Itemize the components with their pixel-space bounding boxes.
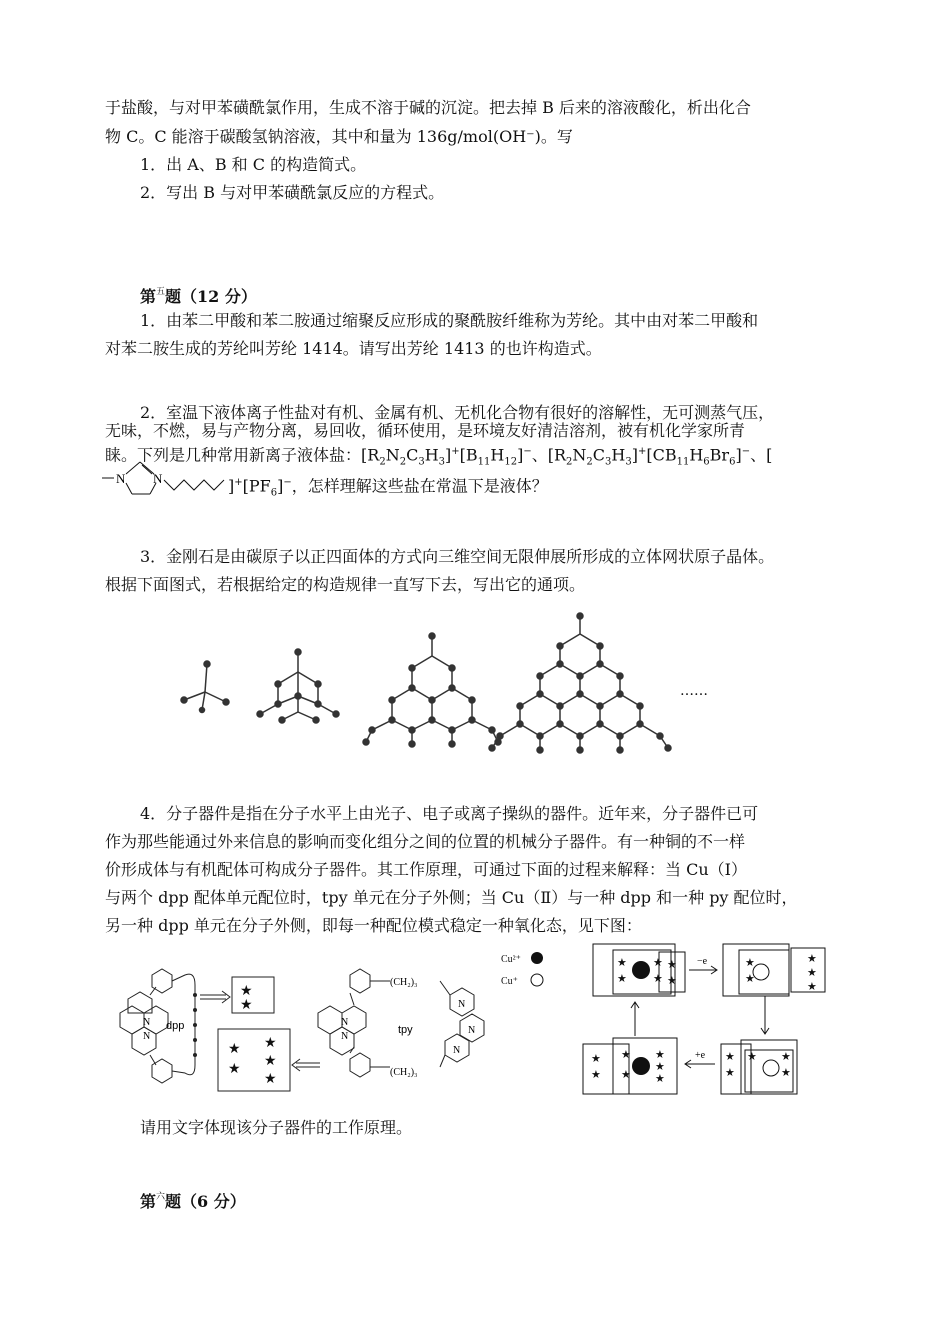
svg-text:★: ★ <box>655 1049 665 1061</box>
cu1-label: Cu⁺ <box>501 976 518 987</box>
text-line: 于盐酸，与对甲苯磺酰氯作用，生成不溶于碱的沉淀。把去掉 B 后来的溶液酸化，析出化合 <box>105 98 751 117</box>
diamond-stage-4 <box>489 613 671 753</box>
question-text: 作为那些能通过外来信息的影响而变化组分之间的位置的机械分子器件。有一种铜的不一样 <box>105 832 746 851</box>
question-item: 1．出 A、B 和 C 的构造简式。 <box>140 155 367 174</box>
svg-text:★: ★ <box>725 1051 735 1063</box>
diamond-stage-2 <box>257 649 339 723</box>
svg-text:★: ★ <box>621 1069 631 1081</box>
star-mark: ★ <box>240 984 253 999</box>
nitrogen-label: N <box>468 1025 476 1036</box>
star-mark: ★ <box>264 1036 277 1051</box>
question-text: 与两个 dpp 配体单元配位时，tpy 单元在分子外侧；当 Cu（Ⅱ）与一种 dpp 和一种 py 配位时， <box>105 888 798 907</box>
star-mark: ★ <box>264 1072 277 1087</box>
nitrogen-label: N <box>341 1031 349 1042</box>
tpy-label: tpy <box>398 1024 413 1036</box>
cu2-dot <box>531 952 543 964</box>
question-text: 2．室温下液体离子性盐对有机、金属有机、无机化合物有很好的溶解性，无可测蒸气压， <box>140 403 775 422</box>
star-mark: ★ <box>228 1062 241 1077</box>
svg-text:N: N <box>153 471 163 486</box>
star-mark: ★ <box>228 1042 241 1057</box>
question-text: 根据下面图式，若根据给定的构造规律一直写下去，写出它的通项。 <box>105 575 586 594</box>
ellipsis: …… <box>680 683 708 699</box>
svg-text:★: ★ <box>667 975 677 987</box>
svg-text:★: ★ <box>745 957 755 969</box>
svg-text:★: ★ <box>667 959 677 971</box>
plus-e-label: +e <box>695 1050 706 1061</box>
section-heading: 第$^六$题（6 分） <box>140 1192 246 1211</box>
svg-text:★: ★ <box>781 1051 791 1063</box>
ch2-label: (CH₂)₃ <box>390 977 418 988</box>
svg-text:★: ★ <box>655 1073 665 1085</box>
svg-text:★: ★ <box>653 973 663 985</box>
star-mark: ★ <box>240 998 253 1013</box>
diamond-structure-figure <box>170 612 730 762</box>
svg-text:★: ★ <box>591 1069 601 1081</box>
nitrogen-label: N <box>453 1045 461 1056</box>
question-text: 4．分子器件是指在分子水平上由光子、电子或离子操纵的器件。近年来，分子器件已可 <box>140 804 759 823</box>
nitrogen-label: N <box>341 1017 349 1028</box>
imidazolium-structure <box>100 458 230 498</box>
question-text: 另一种 dpp 单元在分子外侧，即每一种配位模式稳定一种氧化态，见下图： <box>105 916 642 935</box>
svg-text:★: ★ <box>653 957 663 969</box>
svg-text:★: ★ <box>807 981 817 993</box>
question-text: 请用文字体现该分子器件的工作原理。 <box>140 1118 413 1137</box>
nitrogen-label: N <box>143 1031 151 1042</box>
svg-text:★: ★ <box>781 1067 791 1079</box>
question-text: 对苯二胺生成的芳纶叫芳纶 1414。请写出芳纶 1413 的也许构造式。 <box>105 339 602 358</box>
svg-text:N: N <box>116 471 126 486</box>
text-line: 物 C。C 能溶于碳酸氢钠溶液，其中和量为 136g/mol(OH⁻)。写 <box>105 127 573 146</box>
question-item: 2．写出 B 与对甲苯磺酰氯反应的方程式。 <box>140 183 445 202</box>
switching-cycle-figure <box>495 940 830 1100</box>
svg-text:★: ★ <box>591 1053 601 1065</box>
svg-text:★: ★ <box>807 953 817 965</box>
section-heading: 第$^五$题（12 分） <box>140 287 257 306</box>
question-text: 3．金刚石是由碳原子以正四面体的方式向三维空间无限伸展所形成的立体网状原子晶体。 <box>140 547 775 566</box>
question-text: 价形成体与有机配体可构成分子器件。其工作原理，可通过下面的过程来解释：当 Cu（Ⅰ） <box>105 860 747 879</box>
diamond-stage-1 <box>181 661 229 713</box>
cu2-label: Cu²⁺ <box>501 954 521 965</box>
svg-text:★: ★ <box>621 1049 631 1061</box>
nitrogen-label: N <box>143 1017 151 1028</box>
svg-text:★: ★ <box>655 1061 665 1073</box>
nitrogen-label: N <box>458 999 466 1010</box>
svg-text:★: ★ <box>725 1067 735 1079</box>
svg-text:★: ★ <box>617 957 627 969</box>
question-text: 1．由苯二甲酸和苯二胺通过缩聚反应形成的聚酰胺纤维称为芳纶。其中由对苯二甲酸和 <box>140 311 759 330</box>
star-mark: ★ <box>264 1054 277 1069</box>
diamond-stage-3 <box>363 633 501 747</box>
question-text: ]$^+[PF_6]^-$，怎样理解这些盐在常温下是液体？ <box>228 476 548 499</box>
question-text: 无味，不燃，易与产物分离，易回收，循环使用，是环境友好清洁溶剂，被有机化学家所青 <box>105 421 746 440</box>
svg-text:★: ★ <box>745 973 755 985</box>
ch2-label: (CH₂)₃ <box>390 1067 418 1078</box>
svg-text:★: ★ <box>747 1051 757 1063</box>
svg-text:★: ★ <box>617 973 627 985</box>
cu1-dot <box>531 974 543 986</box>
dpp-label: dpp <box>166 1020 185 1032</box>
question-text: 睐。下列是几种常用新离子液体盐：$[R_2N_2C_3H_3]^+[B_{11}H_{12}]^-$、$[R_2N_2C_3H_3]^+[CB_{11}H_6Br_6]^-$、[ <box>105 445 773 468</box>
molecular-components-figure <box>100 955 510 1095</box>
minus-e-label: −e <box>697 956 708 967</box>
svg-text:★: ★ <box>807 967 817 979</box>
